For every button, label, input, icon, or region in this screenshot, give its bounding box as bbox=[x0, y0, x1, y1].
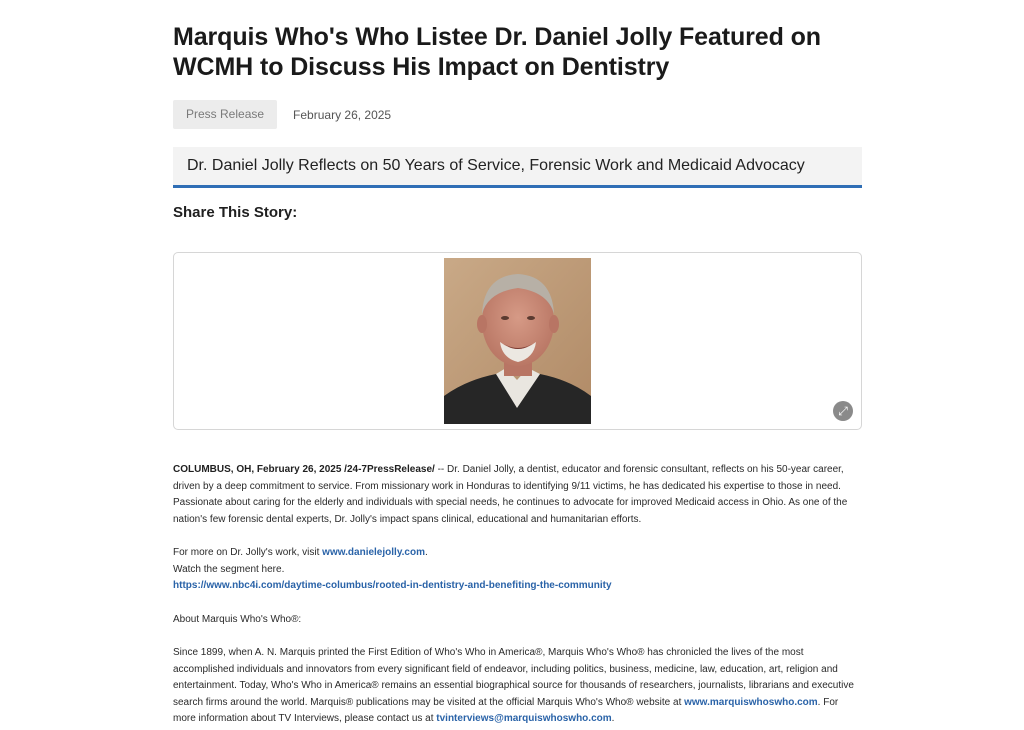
article-meta bbox=[173, 100, 391, 129]
intro-text: -- Dr. Daniel Jolly, a dentist, educator and forensic consultant, reflects on his 50-year career, driven by a deep commitment to service. From missionary work in Honduras to identifying 9/11 victims, he has dedicated his expertise to those in need. Passionate about caring for the elderly and individuals with special needs, he continues to advocate for improved Medicaid access in Ohio. As one of the nation's few forensic dental experts, Dr. Jolly's impact spans clinical, educational and humanitarian efforts. bbox=[173, 464, 848, 525]
contact-email-link[interactable]: tvinterviews@marquiswhoswho.com bbox=[436, 713, 612, 724]
about-text: Since 1899, when A. N. Marquis printed the First Edition of Who's Who in America®, Marquis Who's Who® has chronicled the lives of the most accomplished individuals and innovators from every significant field of endeavor, including politics, business, medicine, law, education, art, religion and entertainment. Today, Who's Who in America® remains an essential biographical source for thousands of researchers, journalists, librarians and executive search firms around the world. Marquis® publications may be visited at the official Marquis Who's Who® website at bbox=[173, 647, 854, 708]
about-heading: About Marquis Who's Who®: bbox=[173, 613, 302, 625]
more-prefix: For more on Dr. Jolly's work, visit bbox=[173, 547, 323, 558]
contact-suffix: . bbox=[611, 713, 615, 724]
contact-text: . For more information about TV Interviews, please contact us at bbox=[173, 696, 839, 724]
photo-figure bbox=[173, 252, 862, 430]
share-heading: Share This Story: bbox=[173, 204, 298, 221]
website-link[interactable]: www.danielejolly.com bbox=[322, 547, 425, 558]
segment-link[interactable]: https://www.nbc4i.com/daytime-columbus/rooted-in-dentistry-and-benefiting-the-community bbox=[173, 580, 612, 591]
subtitle-text: Dr. Daniel Jolly Reflects on 50 Years of Service, Forensic Work and Medicaid Advocacy bbox=[187, 157, 805, 174]
more-info-line bbox=[173, 545, 862, 562]
article-body bbox=[173, 462, 862, 728]
article-title: Marquis Who's Who Listee Dr. Daniel Jolly Featured on WCMH to Discuss His Impact on Dentistry bbox=[173, 23, 821, 81]
article-subtitle bbox=[173, 147, 862, 188]
watch-line: Watch the segment here. bbox=[173, 563, 285, 575]
press-release-tag[interactable]: Press Release bbox=[173, 100, 277, 129]
portrait-photo[interactable] bbox=[444, 258, 591, 424]
publish-date: February 26, 2025 bbox=[293, 107, 392, 122]
expand-icon[interactable]: ⤢ bbox=[833, 401, 853, 421]
more-suffix: . bbox=[424, 547, 428, 558]
about-paragraph bbox=[173, 645, 862, 728]
dateline: COLUMBUS, OH, February 26, 2025 /24-7PressRelease/ bbox=[173, 464, 435, 475]
marquis-link[interactable]: www.marquiswhoswho.com bbox=[684, 696, 818, 708]
watch-link-line bbox=[173, 578, 862, 595]
body-paragraph bbox=[173, 462, 862, 528]
